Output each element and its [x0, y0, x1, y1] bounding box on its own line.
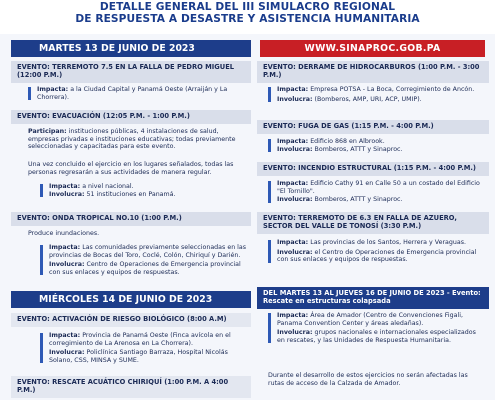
evacuacion-note: Una vez concluido el ejercicio en los lugares señalados, todas las personas regresarán a sus actividades de manera regular.	[28, 161, 234, 176]
accent-bar	[40, 245, 43, 275]
accent-bar	[28, 87, 31, 100]
accent-bar	[268, 240, 271, 263]
accent-bar	[268, 87, 271, 102]
accent-bar	[40, 184, 43, 197]
event-head-rescate-acuatico: EVENTO: RESCATE ACUÁTICO CHIRIQUÍ (1:00 P.M. A 4:00 P.M.)	[11, 376, 251, 398]
page-header	[0, 0, 495, 34]
event-head-onda-tropical: EVENTO: ONDA TROPICAL NO.10 (1:00 P.M.)	[11, 212, 251, 226]
impacta-involucra-block: Impacta: Edificio Cathy 91 en Calle 50 a un costado del Edificio "El Tornillo". Involucra: Bomberos, ATTT y Sinaproc.	[268, 180, 482, 204]
event-head-evacuacion: EVENTO: EVACUACIÓN (12:05 P.M. - 1:00 P.M.)	[11, 110, 251, 124]
impacta-block: Impacta: a la Ciudad Capital y Panamá Oeste (Arraiján y La Chorrera).	[28, 86, 246, 101]
sinaproc-url-link[interactable]: WWW.SINAPROC.GOB.PA	[260, 40, 485, 57]
impacta-involucra-block: Impacta: Las provincias de los Santos, Herrera y Veraguas. Involucra: el Centro de Operaciones de Emergencia provincial con sus enlaces y equipos de respuestas.	[268, 239, 482, 264]
amador-note: Durante el desarrollo de estos ejercicios no serán afectadas las rutas de acceso de la Calzada de Amador.	[268, 372, 468, 387]
event-head-terremoto-azuero: EVENTO: TERREMOTO DE 6.3 EN FALLA DE AZUERO, SECTOR DEL VALLE DE TONOSÍ (3:30 P.M.)	[257, 212, 489, 234]
impacta-involucra-block: Impacta: Provincia de Panamá Oeste (Finca avícola en el corregimiento de La Arenosa en La Chorrera). Involucra: Policlínica Santiago Barraza, Hospital Nicolás Solano, CSS, MINSA y SUME.	[40, 332, 248, 364]
event-head-derrame-hidrocarburos: EVENTO: DERRAME DE HIDROCARBUROS (1:00 P.M. - 3:00 P.M.)	[257, 61, 489, 83]
event-head-rescate-estructuras: DEL MARTES 13 AL JUEVES 16 DE JUNIO DE 2023 - Evento: Rescate en estructuras colapsada	[257, 287, 489, 309]
accent-bar	[40, 333, 43, 363]
header-title-line1: DETALLE GENERAL DEL III SIMULACRO REGIONAL	[99, 1, 396, 13]
event-head-incendio-estructural: EVENTO: INCENDIO ESTRUCTURAL (1:15 P.M. - 4:00 P.M.)	[257, 162, 489, 176]
day-banner-martes: MARTES 13 DE JUNIO DE 2023	[11, 40, 251, 57]
event-head-terremoto-pedro-miguel: EVENTO: TERREMOTO 7.5 EN LA FALLA DE PEDRO MIGUEL (12:00 P.M.)	[11, 61, 251, 83]
impacta-involucra-block: Impacta: Edificio 868 en Albrook. Involucra: Bomberos, ATTT y Sinaproc.	[268, 138, 482, 153]
day-banner-miercoles: MIÉRCOLES 14 DE JUNIO DE 2023	[11, 291, 251, 308]
impacta-involucra-block: Impacta: a nivel nacional. Involucra: 51 instituciones en Panamá.	[40, 183, 246, 198]
accent-bar	[268, 181, 271, 203]
event-head-riesgo-biologico: EVENTO: ACTIVACIÓN DE RIESGO BIOLÓGICO (8:00 A.M)	[11, 313, 251, 327]
header-title-line2: DE RESPUESTA A DESASTRE Y ASISTENCIA HUMANITARIA	[75, 13, 420, 25]
event-head-fuga-gas: EVENTO: FUGA DE GAS (1:15 P.M. - 4:00 P.M.)	[257, 120, 489, 134]
accent-bar	[268, 313, 271, 343]
impacta-involucra-block: Impacta: Área de Amador (Centro de Convenciones Figali, Panama Convention Center y áreas aledañas). Involucra: grupos nacionales e internacionales especializados en rescates, y las Unidades de Respuesta Humanitaria.	[268, 312, 482, 344]
impacta-involucra-block: Impacta: Las comunidades previamente seleccionadas en las provincias de Bocas del Toro, Coclé, Colón, Chiriquí y Darién. Involucra: Centro de Operaciones de Emergencia provincial con sus enlaces y equipos de respuestas.	[40, 244, 248, 276]
onda-note: Produce inundaciones.	[28, 230, 100, 237]
participan-text: Participan: instituciones públicas, 4 instalaciones de salud, empresas privadas e instituciones educativas; todas previamente seleccionadas y capacitadas para este evento.	[28, 128, 236, 151]
accent-bar	[268, 139, 271, 152]
impacta-involucra-block: Impacta: Empresa POTSA - La Boca, Corregimiento de Ancón. Involucra: (Bomberos, AMP, URI, ACP, UMIP).	[268, 86, 482, 103]
